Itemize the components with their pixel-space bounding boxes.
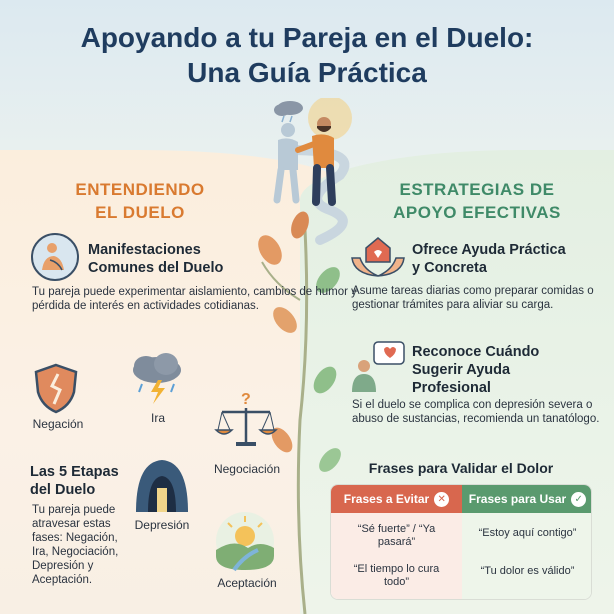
use-column-header: Frases para Usar ✓ <box>462 485 592 513</box>
counselor-heart-icon <box>350 340 406 394</box>
use-phrase: “Estoy aquí contigo” <box>478 527 577 539</box>
avoid-phrase: “El tiempo lo cura todo” <box>353 563 440 588</box>
use-phrase: “Tu dolor es válido” <box>480 565 575 577</box>
phrases-table <box>330 484 592 600</box>
use-column-body <box>462 513 592 600</box>
stage-label-negacion: Negación <box>32 417 84 431</box>
professional-help-title: Reconoce Cuándo Sugerir Ayuda Profesional <box>412 344 540 396</box>
svg-text:?: ? <box>241 391 251 408</box>
stage-label-aceptacion: Aceptación <box>217 576 277 590</box>
grieving-person-icon <box>30 232 80 282</box>
practical-help-text: Asume tareas diarias como preparar comidas o gestionar trámites para aliviar su carga. <box>352 285 594 311</box>
stages-title: Las 5 Etapas del Duelo <box>30 464 119 498</box>
professional-help-text: Si el duelo se complica con depresión severa o abuso de sustancias, recomienda un tanatólogo. <box>352 399 600 425</box>
stage-label-depresion: Depresión <box>134 518 190 532</box>
manifestations-text: Tu pareja puede experimentar aislamiento, cambios de humor y pérdida de interés en actividades cotidianas. <box>32 286 357 312</box>
hands-holding-house-icon <box>350 232 406 280</box>
left-section-heading: ENTENDIENDO EL DUELO <box>75 180 205 222</box>
sunrise-landscape-icon <box>214 510 276 572</box>
manifestations-title: Manifestaciones Comunes del Duelo <box>88 242 224 276</box>
avoid-column-header: Frases a Evitar ✕ <box>331 485 462 513</box>
scales-icon <box>214 388 278 450</box>
avoid-phrase: “Sé fuerte” / “Ya pasará” <box>357 523 436 548</box>
stage-label-ira: Ira <box>150 411 165 425</box>
x-circle-icon: ✕ <box>434 492 449 507</box>
cave-icon <box>132 456 192 514</box>
broken-shield-icon <box>32 362 80 414</box>
stages-text: Tu pareja puede atravesar estas fases: Negación, Ira, Negociación, Depresión y Aceptación. <box>32 504 119 586</box>
check-circle-icon: ✓ <box>571 492 586 507</box>
storm-cloud-icon <box>128 350 186 406</box>
stage-label-negociacion: Negociación <box>213 462 281 476</box>
right-section-heading: ESTRATEGIAS DE APOYO EFECTIVAS <box>393 180 561 222</box>
avoid-column-body <box>331 513 462 600</box>
couple-illustration <box>262 98 362 208</box>
page-title: Apoyando a tu Pareja en el Duelo: Una Guía Práctica <box>80 22 534 88</box>
phrases-title: Frases para Validar el Dolor <box>368 460 554 476</box>
practical-help-title: Ofrece Ayuda Práctica y Concreta <box>412 242 566 276</box>
